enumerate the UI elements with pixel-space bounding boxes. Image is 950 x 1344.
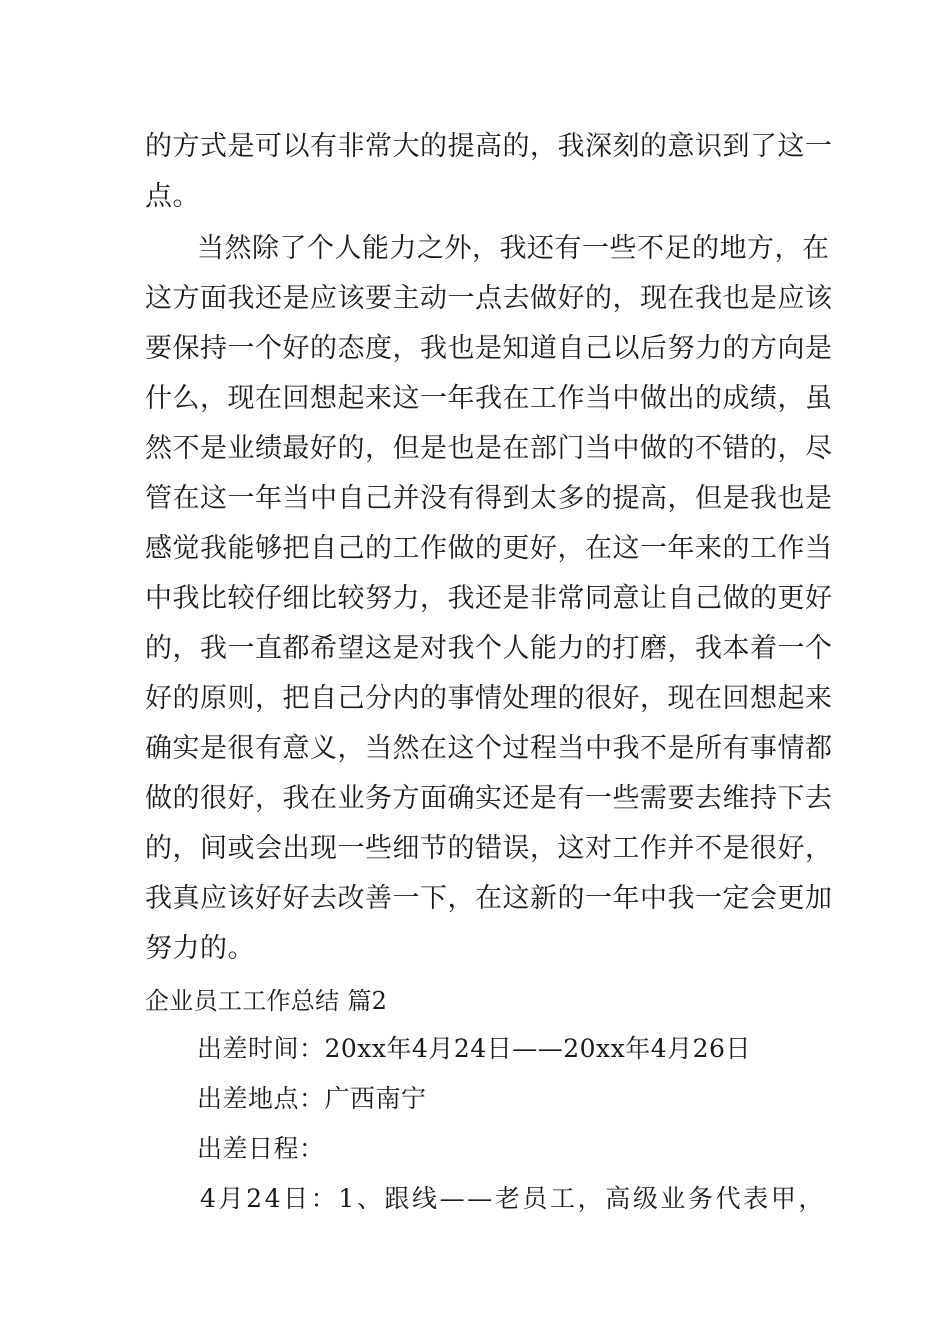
paragraph-line: 感觉我能够把自己的工作做的更好，在这一年来的工作当 — [145, 533, 833, 564]
paragraph-line: 我真应该好好去改善一下，在这新的一年中我一定会更加 — [145, 883, 833, 914]
paragraph-line: 这方面我还是应该要主动一点去做好的，现在我也是应该 — [145, 283, 833, 314]
paragraph-line: 做的很好，我在业务方面确实还是有一些需要去维持下去 — [145, 783, 833, 814]
paragraph-line: 中我比较仔细比较努力，我还是非常同意让自己做的更好 — [145, 583, 833, 614]
section-heading: 企业员工工作总结 篇2 — [145, 987, 388, 1015]
schedule-line: 4月24日：1、跟线——老员工，高级业务代表甲， — [200, 1184, 827, 1213]
trip-schedule-label: 出差日程： — [197, 1134, 325, 1163]
paragraph-line: 然不是业绩最好的，但是也是在部门当中做的不错的，尽 — [145, 433, 833, 464]
paragraph-line: 好的原则，把自己分内的事情处理的很好，现在回想起来 — [145, 683, 833, 714]
paragraph-line: 的，我一直都希望这是对我个人能力的打磨，我本着一个 — [145, 633, 833, 664]
trip-place: 出差地点：广西南宁 — [197, 1084, 427, 1113]
paragraph-line: 点。 — [145, 181, 200, 212]
paragraph-line: 的方式是可以有非常大的提高的，我深刻的意识到了这一 — [145, 131, 833, 162]
paragraph-line: 努力的。 — [145, 933, 255, 964]
paragraph-line: 当然除了个人能力之外，我还有一些不足的地方，在 — [197, 233, 830, 264]
paragraph-line: 要保持一个好的态度，我也是知道自己以后努力的方向是 — [145, 333, 833, 364]
paragraph-line: 的，间或会出现一些细节的错误，这对工作并不是很好， — [145, 833, 833, 864]
paragraph-line: 管在这一年当中自己并没有得到太多的提高，但是我也是 — [145, 483, 833, 514]
paragraph-line: 什么，现在回想起来这一年我在工作当中做出的成绩，虽 — [145, 383, 833, 414]
paragraph-line: 确实是很有意义，当然在这个过程当中我不是所有事情都 — [145, 733, 833, 764]
trip-time: 出差时间：20xx年4月24日——20xx年4月26日 — [197, 1034, 751, 1063]
